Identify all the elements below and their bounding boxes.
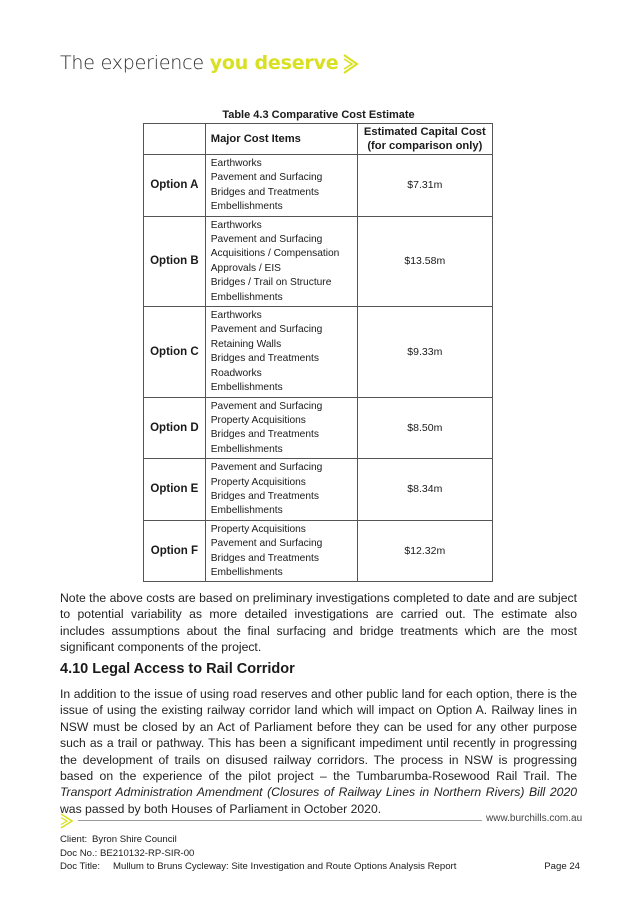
footer-client [60,833,580,847]
chevron-logo-icon [341,53,361,75]
section-heading: 4.10 Legal Access to Rail Corridor [60,661,295,677]
cost-item: Bridges and Treatments [210,429,319,441]
footer-url: www.burchills.com.au [486,813,583,824]
cost-item: Bridges and Treatments [210,552,319,564]
estimated-cost-value: $8.50m [357,397,492,459]
option-label: Option A [144,155,206,217]
cost-item: Bridges and Treatments [210,353,319,365]
bill-name: Transport Administration Amendment (Closures of Railway Lines in Northern Rivers) Bill 2020 [60,785,577,800]
cost-item: Earthworks [210,158,262,169]
footer-divider [78,820,482,821]
table-row [144,397,493,459]
page-number: Page 24 [544,861,580,873]
cost-item: Property Acquisitions [210,476,306,488]
estimated-cost-value: $8.34m [357,459,492,521]
table-header-row [144,124,493,155]
table-caption: Table 4.3 Comparative Cost Estimate [222,109,415,121]
estimated-cost-value: $13.58m [357,216,492,306]
cost-items-cell [205,307,357,397]
cost-item: Property Acquisitions [210,523,306,535]
cost-item: Pavement and Surfacing [210,538,323,550]
cost-item: Embellishments [210,382,283,394]
cost-item: Pavement and Surfacing [210,462,323,474]
cost-items-cell [205,520,357,582]
header-major-cost-items: Major Cost Items [205,124,357,155]
header-cost-line2: (for comparison only) [367,140,483,152]
cost-item: Bridges and Treatments [210,490,319,502]
option-label: Option C [144,307,206,397]
doc-no-label: Doc No.: [60,847,98,859]
footer-chevron-icon [59,812,75,830]
footer-doc-title [60,860,580,874]
cost-item: Pavement and Surfacing [210,324,323,336]
cost-item: Pavement and Surfacing [210,400,323,412]
table-row [144,520,493,582]
cost-item: Pavement and Surfacing [210,234,323,246]
cost-item: Roadworks [210,367,262,379]
logo-tagline-prefix: The experience [60,52,210,74]
footer-doc-no [60,847,580,861]
doc-no-value: BE210132-RP-SIR-00 [100,847,195,859]
option-label: Option B [144,216,206,306]
doc-title-label: Doc Title: [60,861,100,873]
estimated-cost-value: $7.31m [357,155,492,217]
cost-items-cell [205,216,357,306]
cost-item: Acquisitions / Compensation [210,248,340,260]
cost-item: Embellishments [210,291,283,303]
cost-item: Embellishments [210,505,283,517]
logo-tagline-accent: you deserve [209,52,339,74]
cost-item: Retaining Walls [210,338,282,350]
para-text-part2: was passed by both Houses of Parliament in October 2020. [60,801,382,816]
cost-estimate-table [143,123,493,582]
cost-items-cell [205,459,357,521]
cost-note-paragraph: Note the above costs are based on preliminary investigations completed to date and are subject to potential variability as more detailed investigations are carried out. The estimate also includes assumptions about the final surfacing and bridge treatments which are the most significant components of the project. [60,591,577,655]
header-cost-line1: Estimated Capital Cost [363,126,486,138]
logo-tagline [60,52,338,74]
option-label: Option D [144,397,206,459]
estimated-cost-value: $9.33m [357,307,492,397]
cost-items-cell [205,155,357,217]
cost-item: Earthworks [210,219,262,231]
table-row [144,216,493,306]
para-text-part1: In addition to the issue of using road reserves and other public land for each option, there is the issue of using the existing railway corridor land which will impact on Option A. Railway lines in NSW must be closed by an Act of Parliament before they can be used for any other purpose such as a trail or pathway. This has been a significant impediment until recently in progressing the development of trails on disused railway corridors. The process in NSW is progressing based on the experience of the pilot project – the Tumbarumba-Rosewood Rail Trail. The [60,687,577,784]
cost-item: Embellishments [210,201,283,213]
client-value: Byron Shire Council [92,834,177,845]
cost-item: Approvals / EIS [210,262,281,274]
client-label: Client: [60,834,88,845]
legal-access-paragraph [60,686,577,817]
cost-items-cell [205,397,357,459]
header-empty-cell [144,124,206,155]
cost-item: Earthworks [210,310,262,322]
cost-item: Embellishments [210,566,283,578]
table-body [144,155,493,582]
cost-item: Bridges / Trail on Structure [210,277,332,289]
table-row [144,459,493,521]
option-label: Option E [144,459,206,521]
table-row [144,155,493,217]
doc-title-value: Mullum to Bruns Cycleway: Site Investigation and Route Options Analysis Report [113,861,457,873]
cost-item: Property Acquisitions [210,414,306,426]
cost-item: Pavement and Surfacing [210,172,323,184]
estimated-cost-value: $12.32m [357,520,492,582]
table-row [144,307,493,397]
option-label: Option F [144,520,206,582]
cost-item: Embellishments [210,443,283,455]
footer-info [60,833,580,874]
company-logo [60,48,361,78]
cost-item: Bridges and Treatments [210,186,319,198]
header-estimated-cost [357,124,492,155]
